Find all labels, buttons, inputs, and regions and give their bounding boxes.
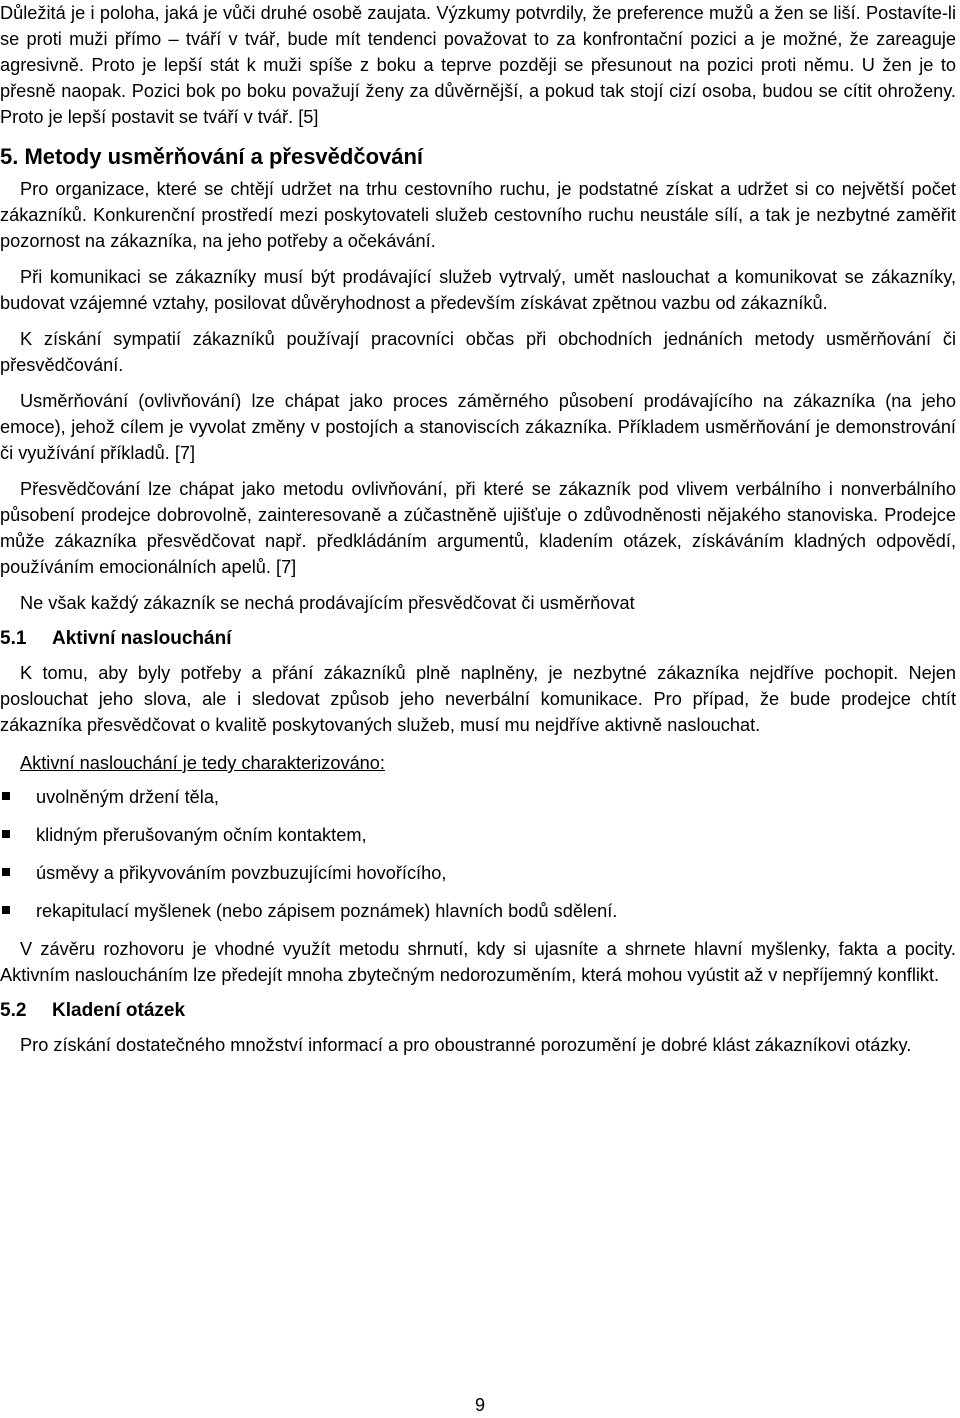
section-5-1-number: 5.1 (0, 628, 27, 649)
intro-paragraph: Důležitá je i poloha, jaká je vůči druhé osobě zaujata. Výzkumy potvrdily, že preference mužů a žen se liší. Postavíte-li se proti muži přímo – tváří v tvář, bude mít tendenci považovat to za konfrontační pozici a je možné, že zareaguje agresivně. Proto je lepší stát k muži spíše z boku a teprve později se přesunout na pozici proti němu. U žen je to přesně naopak. Pozici bok po boku považují ženy za důvěrnější, a pokud tak stojí cizí osoba, budou se cítit ohroženy. Proto je lepší postavit se tváří v tvář. [5] (0, 3, 956, 127)
section-5-paragraph-5: Přesvědčování lze chápat jako metodu ovlivňování, při které se zákazník pod vlivem verbálního i nonverbálního působení prodejce dobrovolně, zainteresovaně a zúčastněně ujišťuje o zdůvodněnosti nějakého stanoviska. Prodejce může zákazníka přesvědčovat např. předkládáním argumentů, kladením otázek, získáváním kladných odpovědí, používáním emocionálních apelů. [7] (0, 479, 956, 577)
section-5-paragraph-3: K získání sympatií zákazníků používají pracovníci občas při obchodních jednáních metody usměrňování či přesvědčování. (0, 329, 956, 375)
page-number: 9 (474, 1395, 485, 1415)
list-item: klidným přerušovaným očním kontaktem, (0, 822, 956, 860)
section-5-1-title: Aktivní naslouchání (52, 628, 232, 649)
section-5-2-paragraph: Pro získání dostatečného množství informací a pro oboustranné porozumění je dobré klást zákazníkovi otázky. (20, 1035, 912, 1055)
section-5-paragraph-6: Ne však každý zákazník se nechá prodávajícím přesvědčovat či usměrňovat (20, 593, 635, 613)
section-5-paragraph-1: Pro organizace, které se chtějí udržet na trhu cestovního ruchu, je podstatné získat a udržet si co největší počet zákazníků. Konkurenční prostředí mezi poskytovateli služeb cestovního ruchu neustále sílí, a tak je nezbytné zaměřit pozornost na zákazníka, na jeho potřeby a očekávání. (0, 179, 956, 251)
section-5-heading: 5. Metody usměrňování a přesvědčování (0, 144, 424, 169)
section-5-2-number: 5.2 (0, 1000, 27, 1021)
section-5-2-heading (0, 998, 956, 1024)
section-5-paragraph-4: Usměrňování (ovlivňování) lze chápat jako proces záměrného působení prodávajícího na zákazníka (na jeho emoce), jehož cílem je vyvolat změny v postojích a stanoviscích zákazníka. Příkladem usměrňování je demonstrování či využívání příkladů. [7] (0, 391, 956, 463)
list-item: rekapitulací myšlenek (nebo zápisem poznámek) hlavních bodů sdělení. (0, 898, 956, 936)
section-5-1-paragraph: K tomu, aby byly potřeby a přání zákazníků plně naplněny, je nezbytné zákazníka nejdříve pochopit. Nejen poslouchat jeho slova, ale i sledovat způsob jeho neverbální komunikace. Pro případ, že bude prodejce chtít zákazníka přesvědčovat o kvalitě poskytovaných služeb, musí mu nejdříve aktivně naslouchat. (0, 663, 956, 735)
section-5-paragraph-2: Při komunikaci se zákazníky musí být prodávající služeb vytrvalý, umět naslouchat a komunikovat se zákazníky, budovat vzájemné vztahy, posilovat důvěryhodnost a především získávat zpětnou vazbu od zákazníků. (0, 267, 956, 313)
list-lead: Aktivní naslouchání je tedy charakterizováno: (20, 753, 385, 773)
characteristics-list (0, 784, 956, 936)
bullet-square-icon (2, 792, 10, 800)
list-item: úsměvy a přikyvováním povzbuzujícími hovořícího, (0, 860, 956, 898)
bullet-square-icon (2, 906, 10, 914)
bullet-square-icon (2, 830, 10, 838)
bullet-square-icon (2, 868, 10, 876)
list-item: uvolněným držení těla, (0, 784, 956, 822)
section-5-2-title: Kladení otázek (52, 1000, 186, 1021)
section-5-1-closing: V závěru rozhovoru je vhodné využít metodu shrnutí, kdy si ujasníte a shrnete hlavní myšlenky, fakta a pocity. Aktivním nasloucháním lze předejít mnoha zbytečným nedorozuměním, která mohou vyústit až v nepříjemný konflikt. (0, 939, 956, 985)
section-5-1-heading (0, 626, 956, 652)
